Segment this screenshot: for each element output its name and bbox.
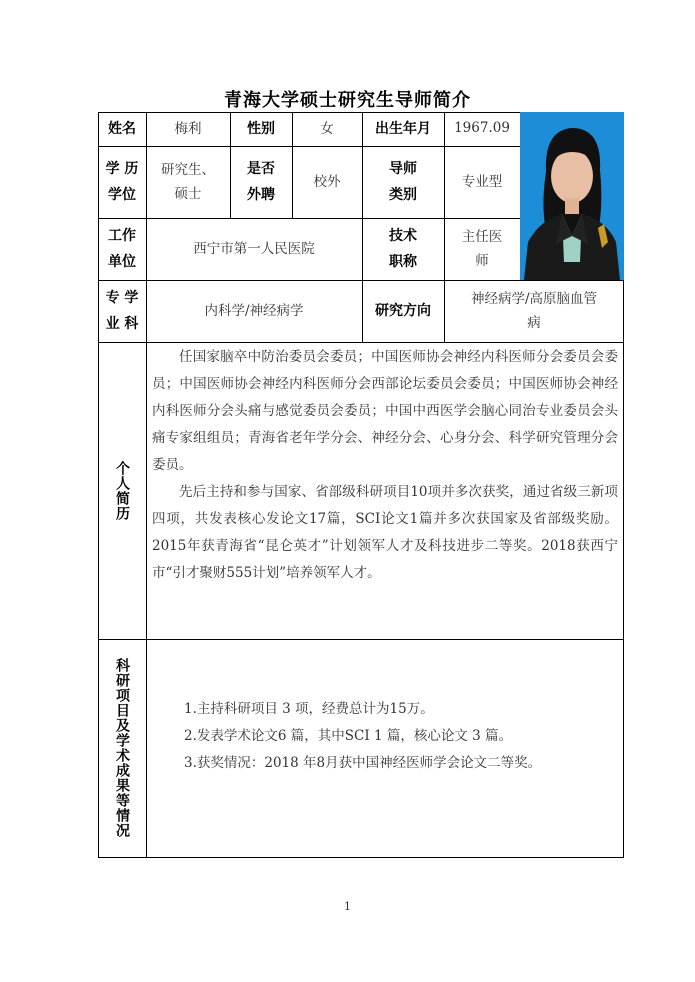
discipline-value: 内科学/神经病学	[204, 303, 304, 319]
supervisor-type-label: 导师 类别	[389, 161, 417, 203]
birth-value: 1967.09	[454, 120, 510, 136]
gender-value: 女	[320, 121, 334, 137]
research-item: 2.发表学术论文6 篇，其中SCI 1 篇，核心论文 3 篇。	[184, 728, 513, 744]
name-label: 姓名	[108, 121, 136, 137]
direction-value: 神经病学/高原脑血管 病	[470, 291, 598, 331]
bio-paragraph: 先后主持和参与国家、省部级科研项目10项并多次获奖，通过省级三新项四项，共发表核心发论文17篇，SCI论文1篇并多次获国家及省部级奖励。2015年获青海省“昆仑英才”计划领军人才及科技进步二等奖。2018获西宁市“引才聚财555计划”培养领军人才。	[152, 484, 618, 581]
bio-text	[152, 344, 618, 587]
tech-title-value: 主任医 师	[461, 229, 503, 269]
page-number: 1	[344, 900, 351, 913]
birth-label: 出生年月	[375, 121, 431, 137]
gender-label: 性别	[247, 121, 275, 137]
external-label: 是否 外聘	[247, 161, 275, 203]
workplace-label: 工作 单位	[108, 228, 136, 270]
research-item: 3.获奖情况：2018 年8月获中国神经医师学会论文二等奖。	[184, 755, 542, 771]
page-title: 青海大学硕士研究生导师简介	[224, 90, 471, 111]
research-label: 科研项目及学术成果等情况	[114, 658, 130, 838]
direction-label: 研究方向	[375, 303, 431, 319]
discipline-label: 专 学 业 科	[105, 290, 139, 332]
bio-label-cell	[98, 342, 146, 639]
bio-label: 个人简历	[114, 460, 130, 521]
supervisor-type-value: 专业型	[461, 174, 503, 190]
portrait-photo	[520, 112, 624, 280]
workplace-value: 西宁市第一人民医院	[193, 241, 315, 257]
education-value: 研究生、 硕士	[161, 162, 215, 202]
research-label-cell	[98, 639, 146, 857]
portrait-image	[520, 112, 624, 280]
research-item: 1.主持科研项目 3 项，经费总计为15万。	[184, 701, 434, 717]
tech-title-label: 技术 职称	[389, 228, 417, 270]
name-value: 梅利	[174, 121, 202, 137]
external-value: 校外	[313, 174, 341, 190]
profile-table	[98, 112, 624, 858]
bio-paragraph: 任国家脑卒中防治委员会委员；中国医师协会神经内科医师分会委员会委员；中国医师协会神经内科医师分会西部论坛委员会委员；中国医师协会神经内科医师分会头痛与感觉委员会委员；中国中西医学会脑心同治专业委员会头痛专家组组员；青海省老年学分会、神经分会、心身分会、科学研究管理分会委员。	[152, 349, 618, 473]
education-label: 学 历 学位	[105, 161, 139, 203]
research-list	[184, 696, 541, 777]
